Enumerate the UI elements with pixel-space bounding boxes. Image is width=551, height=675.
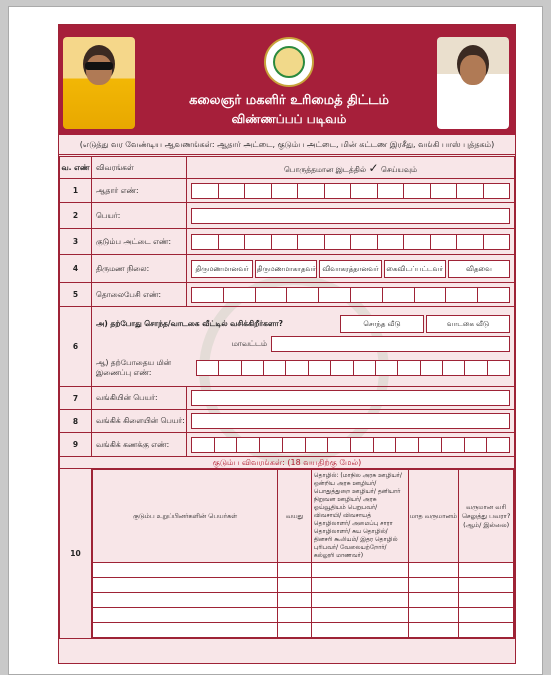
rented-house-option[interactable]: வாடகை வீடு <box>426 315 510 333</box>
row-number: 1 <box>60 179 92 203</box>
bank-account-number-field[interactable] <box>191 437 510 453</box>
family-row[interactable] <box>93 623 514 638</box>
row-number: 2 <box>60 203 92 229</box>
family-row[interactable] <box>93 608 514 623</box>
ration-card-number-field[interactable] <box>191 234 510 250</box>
row-number: 10 <box>60 469 92 639</box>
field-label: வங்கிக் கணக்கு எண்: <box>92 433 187 457</box>
tamil-nadu-emblem-icon <box>264 37 314 87</box>
row-number: 5 <box>60 283 92 307</box>
family-row[interactable] <box>93 593 514 608</box>
district-field[interactable] <box>271 336 510 352</box>
field-label: வங்கியின் பெயர்: <box>92 387 187 410</box>
electricity-connection-label: ஆ) தற்போதைய மின் இணைப்பு எண்: <box>96 357 172 377</box>
serial-number-header: வ. எண் <box>60 157 92 179</box>
name-field[interactable] <box>191 208 510 224</box>
aadhaar-number-field[interactable] <box>191 183 510 199</box>
form-header <box>59 25 515 135</box>
portrait-face <box>460 55 486 85</box>
marital-option-married[interactable]: திருமணமானவர் <box>191 260 253 278</box>
emblem-inner <box>273 46 305 78</box>
application-table <box>59 156 515 639</box>
bank-branch-field[interactable] <box>191 413 510 429</box>
row-number: 9 <box>60 433 92 457</box>
application-form <box>58 24 516 664</box>
marital-option-divorced[interactable]: விவாகரத்தானவர் <box>319 260 381 278</box>
row-number: 8 <box>60 410 92 433</box>
own-house-option[interactable]: சொந்த வீடு <box>340 315 424 333</box>
form-title: கலைஞர் மகளிர் உரிமைத் திட்டம் <box>189 93 389 108</box>
field-label: குடும்ப அட்டை எண்: <box>92 229 187 255</box>
family-names-header: குடும்ப உறுப்பினர்களின் பெயர்கள் <box>93 470 278 563</box>
housing-question: அ) தற்போது சொந்த/வாடகை வீட்டில் வசிக்கிறீர்களா? <box>96 318 284 328</box>
leader-portrait-right <box>437 37 509 129</box>
field-label: பெயர்: <box>92 203 187 229</box>
required-documents-note: (எடுத்து வர வேண்டிய ஆவணங்கள்: ஆதார் அட்டை, குடும்ப அட்டை, மின் கட்டண இரசீது, வங்கி பாஸ் புத்தகம்) <box>59 135 515 155</box>
family-row[interactable] <box>93 578 514 593</box>
checkmark-icon: ✓ <box>368 160 379 175</box>
housing-options <box>340 315 510 333</box>
row-number: 6 <box>60 307 92 387</box>
check-instruction-text: பொருத்தமான இடத்தில் <box>283 164 367 174</box>
document-page <box>8 6 543 675</box>
family-row[interactable] <box>93 563 514 578</box>
field-label: ஆதார் எண்: <box>92 179 187 203</box>
row-number: 7 <box>60 387 92 410</box>
family-income-header: மாத வருமானம் <box>408 470 459 563</box>
family-tax-header: வருமான வரி செலுத்து பவரா? (ஆம்/ இல்லை) <box>459 470 514 563</box>
bank-name-field[interactable] <box>191 390 510 406</box>
marital-option-widow[interactable]: விதவை <box>448 260 510 278</box>
check-instruction <box>187 157 515 179</box>
electricity-connection-field[interactable] <box>196 360 510 376</box>
portrait-face <box>86 55 112 85</box>
check-instruction-suffix: செய்யவும் <box>380 164 418 174</box>
row-number: 4 <box>60 255 92 283</box>
marital-status-options <box>191 260 510 278</box>
field-label: திருமண நிலை: <box>92 255 187 283</box>
phone-number-field[interactable] <box>191 287 510 303</box>
marital-option-abandoned[interactable]: கைவிடப்பட்டவர் <box>384 260 446 278</box>
leader-portrait-left <box>63 37 135 129</box>
portrait-glasses <box>85 62 113 70</box>
form-subtitle: விண்ணப்பப் படிவம் <box>231 112 347 126</box>
row-number: 3 <box>60 229 92 255</box>
district-label: மாவட்டம் <box>231 338 267 348</box>
field-label: வங்கிக் கிளையின் பெயர்: <box>92 410 187 433</box>
details-header: விவரங்கள் <box>92 157 187 179</box>
family-occupation-header: தொழில்: (மாநில அரசு ஊழியர்/ ஒன்றிய அரசு ஊழியர்/ பொதுத்துறை ஊழியர்/ தனியார் நிறுவன ஊழியர்/ அரசு ஓய்வூதியம் பெறுபவர்/ விவசாயி/ விவசாயத் தொழிலாளர்/ அமைப்பு சாரா தொழிலாளர்/ சுய தொழில்/ தினசரி கூலியம்/ இதர தொழில் புரிபவர்/ வேலையற்றோர்/ கல்லூரி மாணவர்) <box>311 470 408 563</box>
field-label: தொலைபேசி எண்: <box>92 283 187 307</box>
family-section-title: குடும்ப விவரங்கள்: (18 வயதிற்கு மேல்) <box>60 457 515 469</box>
family-age-header: வயது <box>278 470 312 563</box>
family-details-table <box>92 469 514 638</box>
marital-option-unmarried[interactable]: திருமணமாகாதவர் <box>255 260 317 278</box>
